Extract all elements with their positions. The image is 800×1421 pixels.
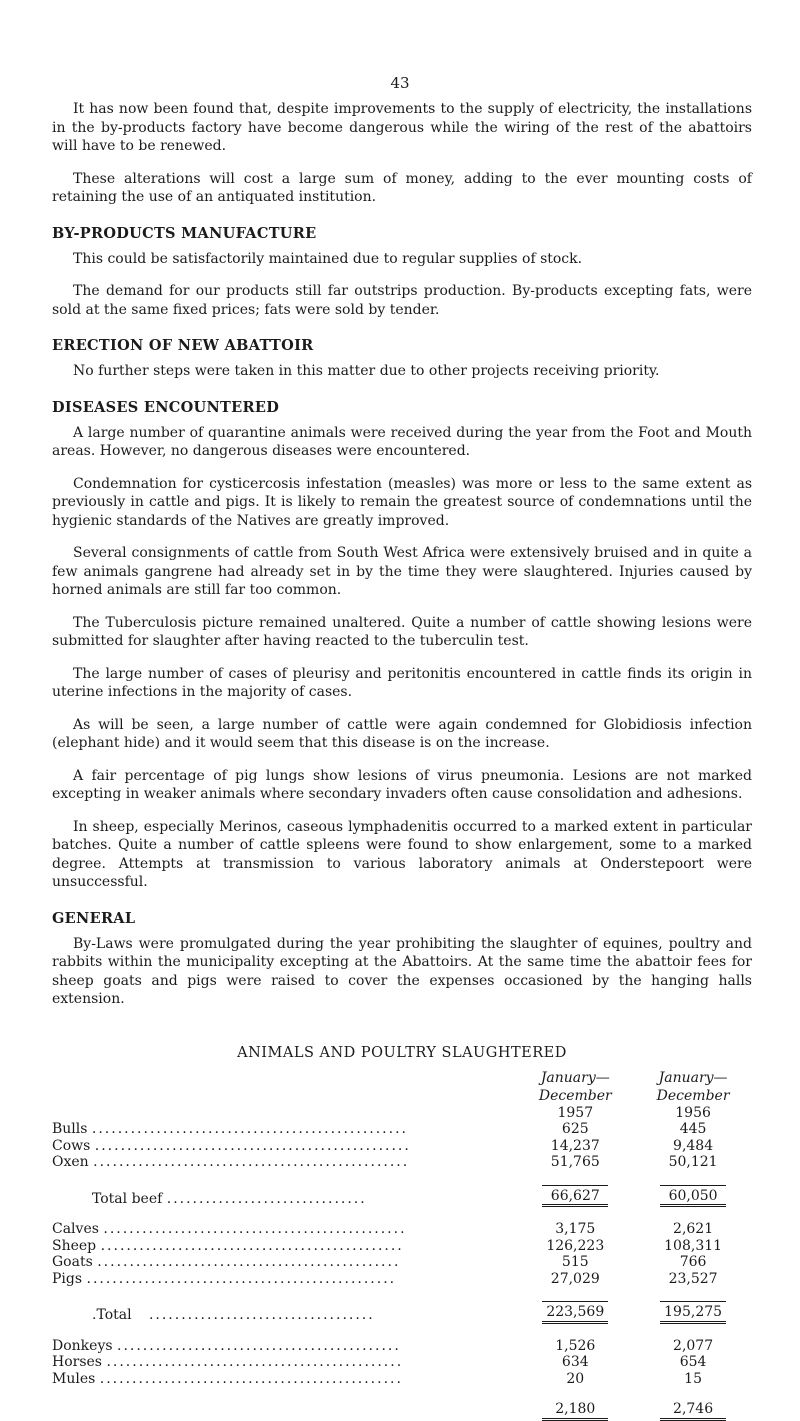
section-heading-diseases: DISEASES ENCOUNTERED xyxy=(52,398,280,416)
value-1956: 9,484 xyxy=(673,1137,714,1154)
section-paragraph: This could be satisfactorily maintained due to regular supplies of stock. xyxy=(73,250,583,267)
table-title: ANIMALS AND POULTRY SLAUGHTERED xyxy=(237,1044,567,1061)
row-label: Pigs xyxy=(52,1270,83,1287)
row-label: Total beef xyxy=(92,1190,163,1207)
value-1957: 51,765 xyxy=(550,1154,600,1170)
value-1957: 126,223 xyxy=(546,1237,605,1254)
total-row: .Total ................................... 223,569 195,275 xyxy=(52,1301,752,1324)
section-paragraph: As will be seen, a large number of cattle were again condemned for Globidiosis infection (elephant hide) and it would seem that this disease is on the increase. xyxy=(52,716,752,751)
equines-total-1956: 2,746 xyxy=(660,1401,726,1421)
value-1957: 634 xyxy=(561,1354,589,1370)
section-paragraph: The Tuberculosis picture remained unaltered. Quite a number of cattle showing lesions were submitted for slaughter after having reacted to the tuberculin test. xyxy=(52,614,752,649)
value-1957: 14,237 xyxy=(550,1137,600,1154)
row-label: .Total xyxy=(92,1307,132,1323)
column-header-1957: January—December xyxy=(538,1069,612,1104)
table-row: Bulls ................................................. 625 445 xyxy=(52,1121,752,1138)
row-label: Bulls xyxy=(52,1121,88,1137)
value-1956: 654 xyxy=(679,1354,707,1370)
value-1957: 27,029 xyxy=(550,1270,600,1287)
table-row: Sheep ............................................... 126,223 108,311 xyxy=(52,1238,752,1255)
table-row: Calves ............................................... 3,175 2,621 xyxy=(52,1221,752,1238)
value-1956: 15 xyxy=(684,1370,702,1387)
table-row: Goats ............................................... 515 766 xyxy=(52,1254,752,1271)
section-heading-new-abattoir: ERECTION OF NEW ABATTOIR xyxy=(52,337,314,354)
table-row: Oxen ................................................. 51,765 50,121 xyxy=(52,1154,752,1171)
slaughter-table xyxy=(52,1069,752,1421)
total-beef-row: Total beef ............................... 66,627 60,050 xyxy=(52,1185,752,1208)
value-1957: 515 xyxy=(561,1254,589,1270)
page-number: 43 xyxy=(390,74,410,92)
value-1956: 2,077 xyxy=(673,1337,714,1354)
table-row: Horses .............................................. 634 654 xyxy=(52,1354,752,1371)
column-header-1956: January—December xyxy=(656,1069,730,1104)
row-label: Oxen xyxy=(52,1154,89,1170)
section-paragraph: Condemnation for cysticercosis infestation (measles) was more or less to the same extent as previously in cattle and pigs. It is likely to remain the greatest source of condemnations until the hygienic standards of the Natives are greatly improved. xyxy=(52,475,752,529)
value-1956: 50,121 xyxy=(668,1154,718,1170)
table-row: Mules ............................................... 20 15 xyxy=(52,1371,752,1388)
equines-total-1957: 2,180 xyxy=(542,1401,608,1421)
value-1957: 1,526 xyxy=(555,1337,596,1354)
intro-paragraph-2: These alterations will cost a large sum of money, adding to the ever mounting costs of retaining the use of an antiquated institution. xyxy=(52,170,752,205)
section-paragraph: Several consignments of cattle from South West Africa were extensively bruised and in quite a few animals gangrene had already set in by the time they were slaughtered. Injuries caused by horned animals are still far too common. xyxy=(52,545,752,598)
row-label: Horses xyxy=(52,1354,102,1370)
section-heading-by-products: BY-PRODUCTS MANUFACTURE xyxy=(52,224,317,242)
total-beef-1957: 66,627 xyxy=(542,1188,608,1208)
section-paragraph: A fair percentage of pig lungs show lesions of virus pneumonia. Lesions are not marked excepting in weaker animals where secondary invaders often cause consolidation and adhesions. xyxy=(52,767,752,802)
year-1957: 1957 xyxy=(557,1104,594,1121)
year-1956: 1956 xyxy=(675,1104,711,1121)
row-label: Calves xyxy=(52,1221,99,1237)
row-label: Goats xyxy=(52,1254,93,1270)
section-paragraph: In sheep, especially Merinos, caseous lymphadenitis occurred to a marked extent in particular batches. Quite a number of cattle spleens were found to show enlargement, some to a marked degree. Attempts at transmission to various laboratory animals at Onderstepoort were unsuccessful. xyxy=(52,818,752,890)
total-beef-1956: 60,050 xyxy=(660,1188,726,1208)
row-label: Donkeys xyxy=(52,1337,113,1354)
section-paragraph: The demand for our products still far outstrips production. By-products excepting fats, were sold at the same fixed prices; fats were sold by tender. xyxy=(52,283,752,318)
page-content xyxy=(52,100,752,1421)
value-1957: 625 xyxy=(561,1121,589,1137)
value-1956: 2,621 xyxy=(673,1221,714,1237)
row-label: Cows xyxy=(52,1137,91,1154)
table-row: Cows ................................................. 14,237 9,484 xyxy=(52,1138,752,1155)
section-paragraph: No further steps were taken in this matter due to other projects receiving priority. xyxy=(73,363,660,379)
value-1956: 108,311 xyxy=(664,1237,723,1254)
section-heading-general: GENERAL xyxy=(52,909,136,927)
row-label: Sheep xyxy=(52,1237,97,1254)
row-label: Mules xyxy=(52,1370,96,1387)
table-row: Donkeys ............................................ 1,526 2,077 xyxy=(52,1338,752,1355)
value-1956: 766 xyxy=(679,1254,707,1270)
value-1956: 445 xyxy=(679,1121,707,1137)
section-paragraph: By-Laws were promulgated during the year prohibiting the slaughter of equines, poultry and rabbits within the municipality excepting at the Abattoirs. At the same time the abattoir fees for sheep goats and pigs were raised to cover the expenses occasioned by the hanging halls extension. xyxy=(52,935,752,1007)
section-paragraph: The large number of cases of pleurisy and peritonitis encountered in cattle finds its origin in uterine infections in the majority of cases. xyxy=(52,665,752,700)
value-1957: 20 xyxy=(566,1370,585,1387)
value-1957: 3,175 xyxy=(555,1221,596,1237)
value-1956: 23,527 xyxy=(668,1270,718,1287)
total-1957: 223,569 xyxy=(542,1304,608,1324)
total-1956: 195,275 xyxy=(660,1304,726,1324)
table-row: Pigs ................................................ 27,029 23,527 xyxy=(52,1271,752,1288)
section-paragraph: A large number of quarantine animals were received during the year from the Foot and Mouth areas. However, no dangerous diseases were encountered. xyxy=(52,424,752,459)
equines-total-row xyxy=(52,1401,752,1421)
intro-paragraph-1: It has now been found that, despite improvements to the supply of electricity, the installations in the by-products factory have become dangerous while the wiring of the rest of the abattoirs will have to be renewed. xyxy=(52,101,752,154)
